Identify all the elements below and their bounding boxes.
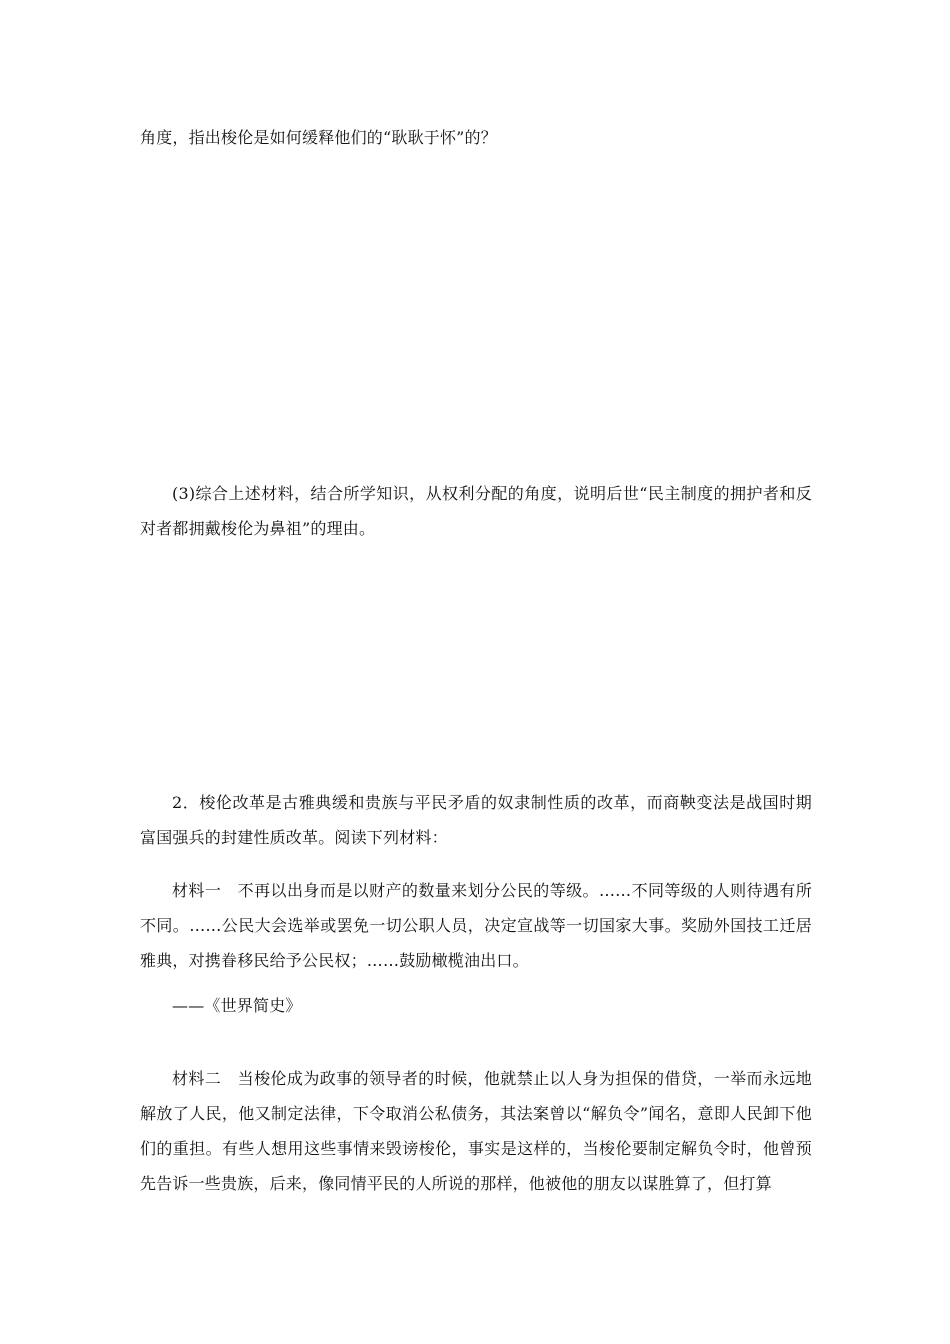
material-two: 材料二 当梭伦成为政事的领导者的时候，他就禁止以人身为担保的借贷，一举而永远地解放了人民，他又制定法律，下令取消公私债务，其法案曾以“解负令”闻名，意即人民卸下他们的重担。有些人想用这些事情来毁谤梭伦，事实是这样的，当梭伦要制定解负令时，他曾预先告诉一些贵族，后来，像同情平民的人所说的那样，他被他的朋友以谋胜算了，但打算 (140, 1069, 812, 1193)
question-3: (3)综合上述材料，结合所学知识，从权利分配的角度，说明后世“民主制度的拥护者和反对者都拥戴梭伦为鼻祖”的理由。 (140, 484, 812, 538)
question-2-intro: 2．梭伦改革是古雅典缓和贵族与平民矛盾的奴隶制性质的改革，而商鞅变法是战国时期富国强兵的封建性质改革。阅读下列材料： (140, 793, 812, 847)
question-continuation: 角度，指出梭伦是如何缓释他们的“耿耿于怀”的？ (140, 128, 497, 147)
material-one-source: ——《世界简史》 (172, 996, 302, 1015)
material-one: 材料一 不再以出身而是以财产的数量来划分公民的等级。……不同等级的人则待遇有所不同。……公民大会选举或罢免一切公职人员，决定宣战等一切国家大事。奖励外国技工迁居雅典，对携眷移民给予公民权；……鼓励橄榄油出口。 (140, 881, 812, 970)
